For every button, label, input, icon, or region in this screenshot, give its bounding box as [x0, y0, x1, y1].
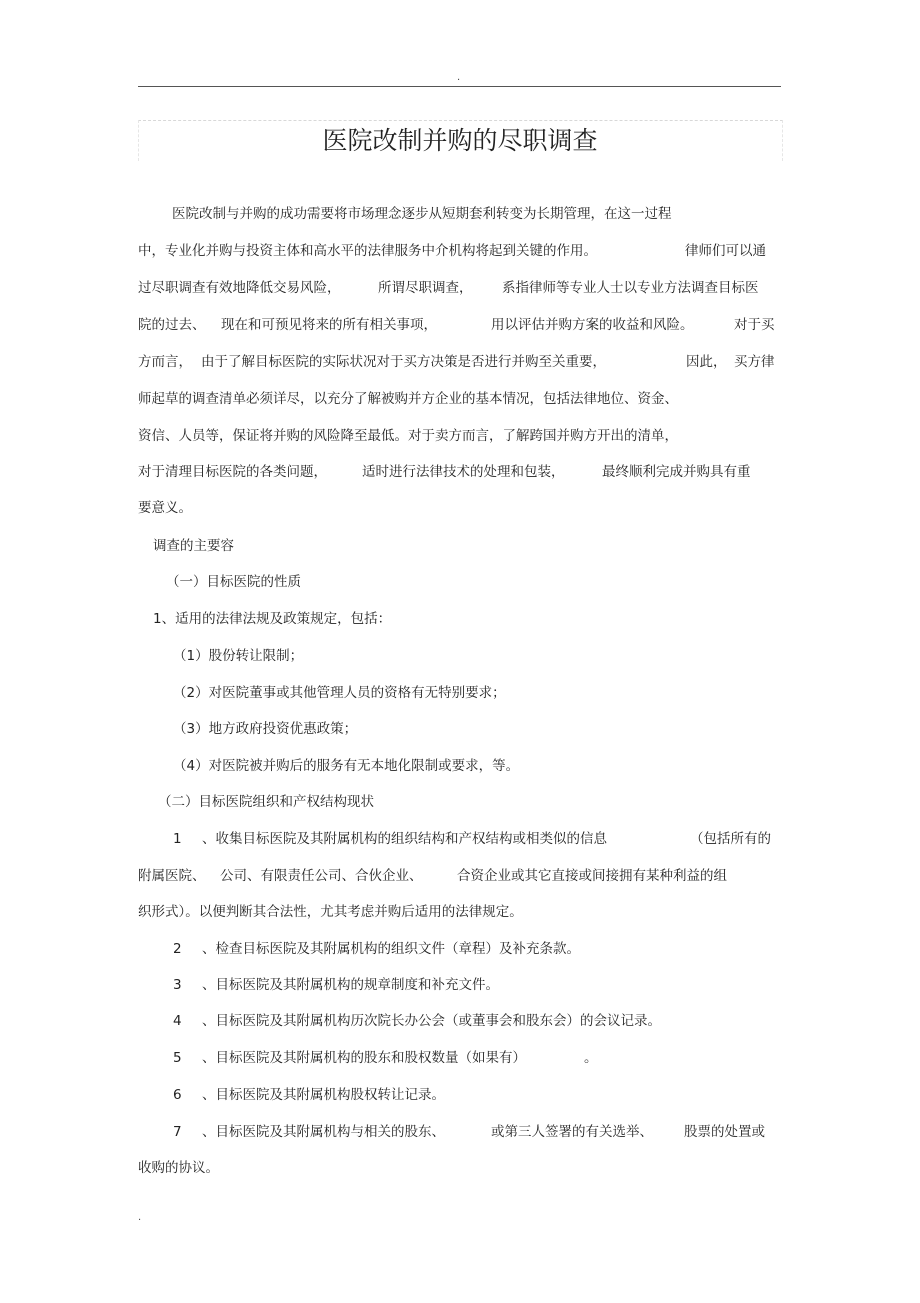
item-3-text: 、目标医院及其附属机构的规章制度和补充文件。	[202, 977, 499, 993]
item-1-text-e: 合资企业或其它直接或间接拥有某种利益的组	[457, 868, 727, 884]
intro-line-3c: 系指律师等专业人士以专业方法调查目标医	[502, 280, 759, 296]
intro-line-5d: 买方律	[734, 354, 775, 370]
header-mark: .	[457, 72, 461, 83]
item-7-text-c: 股票的处置或	[684, 1124, 765, 1140]
intro-line-5	[138, 353, 775, 371]
intro-line-2b: 律师们可以通	[685, 243, 766, 259]
intro-line-9: 要意义。	[138, 500, 192, 516]
section-2-heading: （二）目标医院组织和产权结构现状	[158, 794, 374, 810]
item-7-number: 7	[173, 1124, 182, 1140]
intro-line-2a: 中，专业化并购与投资主体和高水平的法律服务中介机构将起到关键的作用。	[138, 243, 597, 259]
item-5-text-b: 。	[584, 1050, 598, 1066]
intro-line-4	[138, 316, 775, 334]
item-6-text: 、目标医院及其附属机构股权转让记录。	[202, 1087, 445, 1103]
intro-line-8	[138, 463, 751, 481]
intro-line-8c: 最终顺利完成并购具有重	[602, 464, 751, 480]
section-1-sub-4: （4）对医院被并购后的服务有无本地化限制或要求，等。	[173, 758, 520, 774]
section-1-heading: （一）目标医院的性质	[166, 574, 301, 590]
intro-line-4c: 用以评估并购方案的收益和风险。	[491, 317, 694, 333]
header-rule	[138, 86, 781, 87]
item-2-number: 2	[173, 941, 182, 957]
intro-line-1: 医院改制与并购的成功需要将市场理念逐步从短期套利转变为长期管理，在这一过程	[172, 206, 672, 222]
intro-line-4d: 对于买	[734, 317, 775, 333]
item-7-text-b: 或第三人签署的有关选举、	[491, 1124, 653, 1140]
footer-mark: .	[138, 1212, 142, 1223]
item-1-text-d: 公司、有限责任公司、合伙企业、	[220, 868, 423, 884]
section-1-sub-1: （1）股份转让限制；	[173, 648, 304, 664]
item-1-text-a: 、收集目标医院及其附属机构的组织结构和产权结构或相类似的信息	[202, 831, 607, 847]
item-7-text-a: 、目标医院及其附属机构与相关的股东、	[202, 1124, 445, 1140]
intro-line-3b: 所谓尽职调查，	[378, 280, 473, 296]
section-1-sub-2: （2）对医院董事或其他管理人员的资格有无特别要求；	[173, 685, 506, 701]
item-1-text-c: 附属医院、	[138, 868, 206, 884]
document-title: 医院改制并购的尽职调查	[322, 126, 598, 155]
item-3-number: 3	[173, 977, 182, 993]
intro-line-8b: 适时进行法律技术的处理和包装，	[362, 464, 565, 480]
item-6-number: 6	[173, 1087, 182, 1103]
intro-line-5b: 由于了解目标医院的实际状况对于买方决策是否进行并购至关重要，	[201, 354, 606, 370]
intro-line-4a: 院的过去、	[138, 317, 206, 333]
item-1-number: 1	[173, 831, 182, 847]
intro-line-5c: 因此，	[686, 354, 727, 370]
item-1-text-b: （包括所有的	[690, 831, 771, 847]
section-1-sub-3: （3）地方政府投资优惠政策；	[173, 721, 358, 737]
intro-line-2	[138, 242, 766, 260]
section-2-item-7-line-2: 收购的协议。	[138, 1160, 219, 1176]
item-2-text: 、检查目标医院及其附属机构的组织文件（章程）及补充条款。	[202, 941, 580, 957]
item-4-text: 、目标医院及其附属机构历次院长办公会（或董事会和股东会）的会议记录。	[202, 1013, 661, 1029]
intro-line-6: 师起草的调查清单必须详尽，以充分了解被购并方企业的基本情况，包括法律地位、资金、	[138, 391, 678, 407]
section-1-item-1: 1、适用的法律法规及政策规定，包括：	[153, 611, 392, 627]
item-4-number: 4	[173, 1013, 182, 1029]
intro-line-3a: 过尽职调查有效地降低交易风险，	[138, 280, 341, 296]
intro-line-3	[138, 279, 759, 297]
section-2-item-1-line-2	[138, 867, 727, 885]
intro-line-8a: 对于清理目标医院的各类问题，	[138, 464, 327, 480]
section-2-item-1-line-3: 织形式）。以便判断其合法性，尤其考虑并购后适用的法律规定。	[138, 904, 523, 920]
intro-line-4b: 现在和可预见将来的所有相关事项，	[221, 317, 437, 333]
item-5-number: 5	[173, 1050, 182, 1066]
intro-line-7: 资信、人员等，保证将并购的风险降至最低。对于卖方而言，了解跨国并购方开出的清单，	[138, 428, 678, 444]
main-heading: 调查的主要容	[153, 538, 234, 554]
item-5-text-a: 、目标医院及其附属机构的股东和股权数量（如果有）	[202, 1050, 526, 1066]
intro-line-5a: 方而言，	[138, 354, 192, 370]
